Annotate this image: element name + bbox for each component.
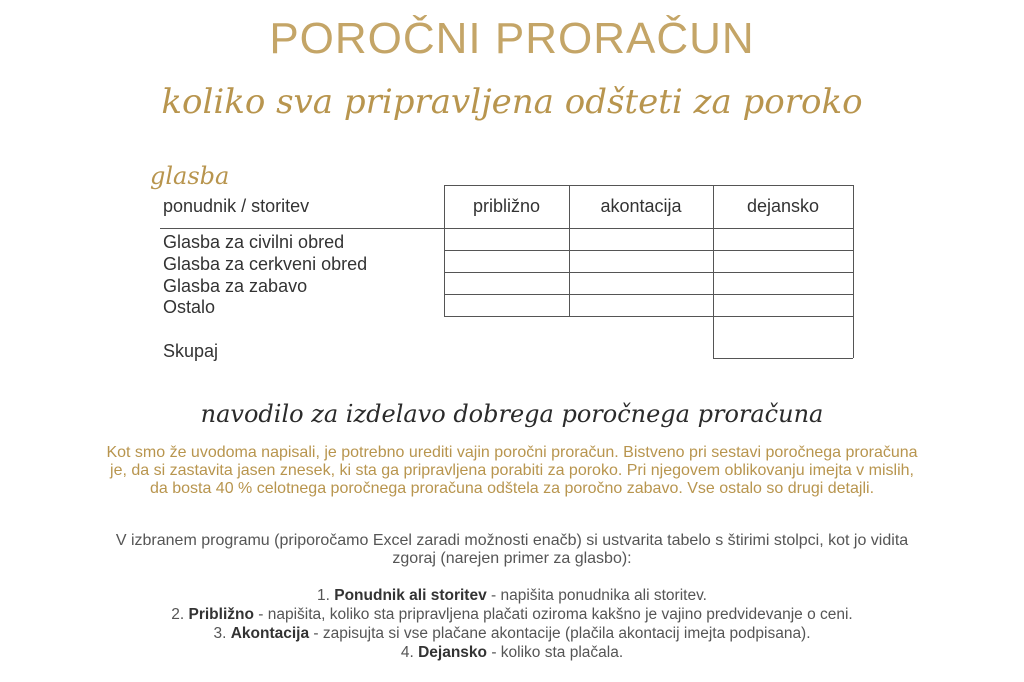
list-item-number: 3. (213, 625, 227, 642)
table-rule (444, 272, 853, 273)
total-cell-bottom (713, 358, 853, 359)
provider-column-header: ponudnik / storitev (163, 196, 310, 216)
list-item-number: 2. (171, 606, 185, 623)
table-rule (444, 294, 853, 295)
guide-list (60, 586, 964, 662)
list-item-number: 1. (317, 587, 330, 604)
page-title: POROČNI PRORAČUN (269, 14, 755, 63)
table-rule (444, 316, 853, 317)
table-border (444, 185, 445, 316)
list-item-number: 4. (400, 644, 414, 661)
list-item-desc: - zapisujta si vse plačane akontacije (plačila akontacij imejta podpisana). (309, 625, 811, 642)
column-header-approx: približno (472, 196, 541, 216)
list-item-desc: - napišita ponudnika ali storitev. (486, 587, 707, 604)
list-item-desc: - koliko sta plačala. (487, 644, 624, 661)
list-item-desc: - napišita, koliko sta pripravljena plačati oziroma kakšno je vajino predvidevanje o ceni. (253, 606, 853, 623)
list-item (60, 586, 964, 605)
table-row-label: Glasba za zabavo (163, 276, 308, 296)
table-divider (713, 185, 714, 358)
list-item (60, 624, 964, 643)
table-divider (569, 185, 570, 316)
table-header-rule (160, 228, 853, 229)
table-rule (444, 250, 853, 251)
column-header-actual: dejansko (746, 196, 820, 216)
table-row-label: Glasba za civilni obred (163, 232, 345, 252)
total-label: Skupaj (163, 341, 219, 361)
guide-instructions: V izbranem programu (priporočamo Excel zaradi možnosti enačb) si ustvarita tabelo s štirimi stolpci, kot jo vidita zgoraj (narejen primer za glasbo): (115, 532, 909, 567)
list-item (60, 643, 964, 662)
list-item-term: Približno (188, 606, 254, 623)
table-row-label: Glasba za cerkveni obred (163, 254, 368, 274)
page-subtitle: koliko sva pripravljena odšteti za poroko (161, 82, 863, 122)
list-item-term: Akontacija (230, 625, 310, 642)
table-border (853, 185, 854, 358)
table-row-label: Ostalo (163, 297, 216, 317)
list-item (60, 605, 964, 624)
list-item-term: Dejansko (418, 644, 488, 661)
table-border (444, 185, 853, 186)
list-item-term: Ponudnik ali storitev (334, 587, 487, 604)
column-header-deposit: akontacija (600, 196, 682, 216)
guide-intro: Kot smo že uvodoma napisali, je potrebno urediti vajin poročni proračun. Bistveno pri sestavi poročnega proračuna je, da si zastavita jasen znesek, ki sta ga pripravljena porabiti za poroko. Pri njegovem oblikovanju imejta v mislih, da bosta 40 % celotnega poročnega proračuna odštela za poročno zabavo. Vse ostalo so drugi detajli. (106, 444, 918, 497)
guide-title: navodilo za izdelavo dobrega poročnega proračuna (200, 400, 824, 428)
section-label: glasba (150, 162, 230, 190)
